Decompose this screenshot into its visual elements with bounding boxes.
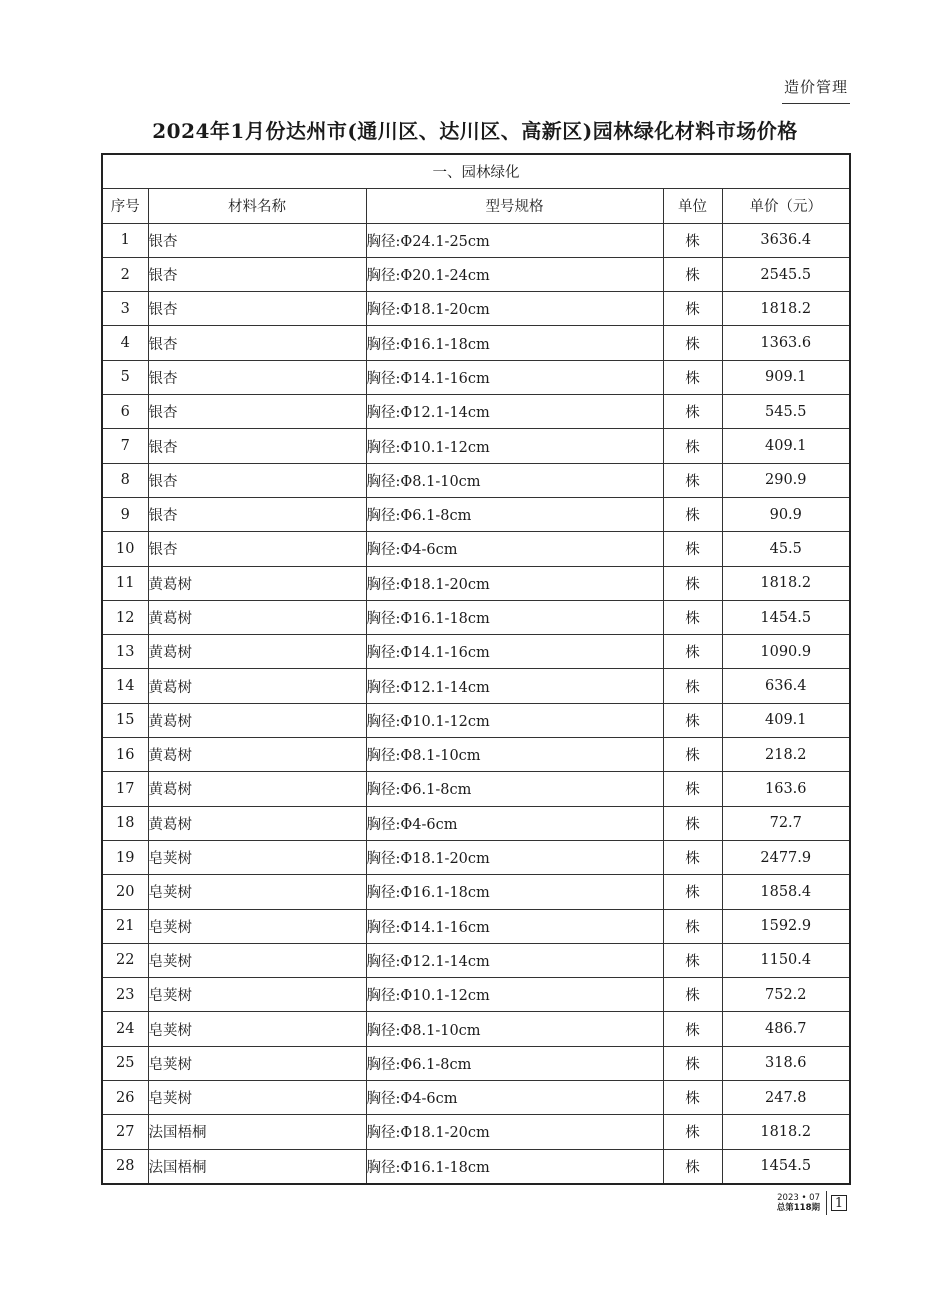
table-row: [102, 1081, 850, 1115]
spec-cell: 胸径:Φ8.1-10cm: [366, 463, 663, 497]
unit-cell: 株: [663, 463, 722, 497]
spec-cell: 胸径:Φ18.1-20cm: [366, 566, 663, 600]
row-number-cell: 13: [102, 635, 148, 669]
table-row: [102, 497, 850, 531]
unit-cell: 株: [663, 600, 722, 634]
spec-cell: 胸径:Φ14.1-16cm: [366, 360, 663, 394]
unit-cell: 株: [663, 1149, 722, 1184]
material-name-cell: 银杏: [148, 257, 366, 291]
unit-cell: 株: [663, 1012, 722, 1046]
spec-cell: 胸径:Φ4-6cm: [366, 532, 663, 566]
column-header-name: 材料名称: [148, 189, 366, 223]
row-number-cell: 5: [102, 360, 148, 394]
table-row: [102, 738, 850, 772]
unit-cell: 株: [663, 257, 722, 291]
unit-cell: 株: [663, 840, 722, 874]
unit-price-cell: 90.9: [722, 497, 850, 531]
table-row: [102, 635, 850, 669]
material-name-cell: 皂荚树: [148, 943, 366, 977]
spec-cell: 胸径:Φ4-6cm: [366, 1081, 663, 1115]
unit-price-cell: 1818.2: [722, 566, 850, 600]
spec-cell: 胸径:Φ18.1-20cm: [366, 1115, 663, 1149]
unit-price-cell: 2477.9: [722, 840, 850, 874]
spec-cell: 胸径:Φ18.1-20cm: [366, 292, 663, 326]
material-name-cell: 银杏: [148, 360, 366, 394]
table-row: [102, 875, 850, 909]
material-name-cell: 皂荚树: [148, 875, 366, 909]
unit-price-cell: 409.1: [722, 429, 850, 463]
unit-cell: 株: [663, 909, 722, 943]
spec-cell: 胸径:Φ12.1-14cm: [366, 669, 663, 703]
material-name-cell: 黄葛树: [148, 738, 366, 772]
table-row: [102, 600, 850, 634]
unit-cell: 株: [663, 772, 722, 806]
material-name-cell: 银杏: [148, 395, 366, 429]
material-name-cell: 黄葛树: [148, 806, 366, 840]
spec-cell: 胸径:Φ6.1-8cm: [366, 772, 663, 806]
unit-cell: 株: [663, 806, 722, 840]
material-name-cell: 法国梧桐: [148, 1149, 366, 1184]
section-label: 造价管理: [782, 76, 850, 104]
table-row: [102, 566, 850, 600]
unit-price-cell: 163.6: [722, 772, 850, 806]
unit-cell: 株: [663, 635, 722, 669]
row-number-cell: 7: [102, 429, 148, 463]
row-number-cell: 6: [102, 395, 148, 429]
material-name-cell: 银杏: [148, 463, 366, 497]
row-number-cell: 4: [102, 326, 148, 360]
spec-cell: 胸径:Φ18.1-20cm: [366, 840, 663, 874]
spec-cell: 胸径:Φ4-6cm: [366, 806, 663, 840]
unit-price-cell: 45.5: [722, 532, 850, 566]
spec-cell: 胸径:Φ16.1-18cm: [366, 326, 663, 360]
unit-price-cell: 1363.6: [722, 326, 850, 360]
page-number: 1: [831, 1195, 847, 1211]
spec-cell: 胸径:Φ14.1-16cm: [366, 635, 663, 669]
row-number-cell: 11: [102, 566, 148, 600]
unit-price-cell: 409.1: [722, 703, 850, 737]
row-number-cell: 23: [102, 978, 148, 1012]
unit-price-cell: 1454.5: [722, 600, 850, 634]
unit-price-cell: 1818.2: [722, 1115, 850, 1149]
column-header-unit: 单位: [663, 189, 722, 223]
spec-cell: 胸径:Φ6.1-8cm: [366, 497, 663, 531]
table-row: [102, 360, 850, 394]
issue-date: 2023 • 07: [777, 1193, 820, 1203]
table-row: [102, 840, 850, 874]
table-row: [102, 978, 850, 1012]
row-number-cell: 9: [102, 497, 148, 531]
material-name-cell: 皂荚树: [148, 909, 366, 943]
row-number-cell: 28: [102, 1149, 148, 1184]
spec-cell: 胸径:Φ24.1-25cm: [366, 223, 663, 257]
row-number-cell: 14: [102, 669, 148, 703]
row-number-cell: 26: [102, 1081, 148, 1115]
unit-price-cell: 1150.4: [722, 943, 850, 977]
material-name-cell: 银杏: [148, 497, 366, 531]
spec-cell: 胸径:Φ16.1-18cm: [366, 875, 663, 909]
row-number-cell: 20: [102, 875, 148, 909]
column-header-price: 单价（元）: [722, 189, 850, 223]
table-body: [102, 223, 850, 1184]
spec-cell: 胸径:Φ8.1-10cm: [366, 1012, 663, 1046]
unit-cell: 株: [663, 978, 722, 1012]
row-number-cell: 19: [102, 840, 148, 874]
spec-cell: 胸径:Φ10.1-12cm: [366, 978, 663, 1012]
unit-cell: 株: [663, 326, 722, 360]
row-number-cell: 3: [102, 292, 148, 326]
table-row: [102, 1012, 850, 1046]
unit-price-cell: 752.2: [722, 978, 850, 1012]
unit-cell: 株: [663, 943, 722, 977]
material-name-cell: 银杏: [148, 326, 366, 360]
unit-price-cell: 318.6: [722, 1046, 850, 1080]
row-number-cell: 12: [102, 600, 148, 634]
table-row: [102, 1115, 850, 1149]
unit-price-cell: 1592.9: [722, 909, 850, 943]
material-name-cell: 银杏: [148, 292, 366, 326]
unit-cell: 株: [663, 360, 722, 394]
table-row: [102, 1046, 850, 1080]
material-name-cell: 黄葛树: [148, 669, 366, 703]
spec-cell: 胸径:Φ12.1-14cm: [366, 943, 663, 977]
spec-cell: 胸径:Φ16.1-18cm: [366, 1149, 663, 1184]
price-table: [101, 153, 851, 1185]
table-row: [102, 806, 850, 840]
row-number-cell: 16: [102, 738, 148, 772]
material-name-cell: 皂荚树: [148, 1081, 366, 1115]
unit-price-cell: 545.5: [722, 395, 850, 429]
row-number-cell: 18: [102, 806, 148, 840]
footer-divider: [826, 1191, 827, 1215]
table-row: [102, 223, 850, 257]
unit-cell: 株: [663, 1046, 722, 1080]
unit-price-cell: 1090.9: [722, 635, 850, 669]
table-row: [102, 257, 850, 291]
row-number-cell: 10: [102, 532, 148, 566]
material-name-cell: 银杏: [148, 429, 366, 463]
unit-cell: 株: [663, 1081, 722, 1115]
material-name-cell: 法国梧桐: [148, 1115, 366, 1149]
unit-price-cell: 2545.5: [722, 257, 850, 291]
row-number-cell: 27: [102, 1115, 148, 1149]
unit-cell: 株: [663, 395, 722, 429]
row-number-cell: 21: [102, 909, 148, 943]
table-row: [102, 909, 850, 943]
table-row: [102, 395, 850, 429]
unit-price-cell: 290.9: [722, 463, 850, 497]
unit-price-cell: 1818.2: [722, 292, 850, 326]
material-name-cell: 皂荚树: [148, 840, 366, 874]
row-number-cell: 25: [102, 1046, 148, 1080]
section-heading: 一、园林绿化: [102, 154, 850, 189]
unit-price-cell: 72.7: [722, 806, 850, 840]
material-name-cell: 皂荚树: [148, 1012, 366, 1046]
spec-cell: 胸径:Φ14.1-16cm: [366, 909, 663, 943]
column-header-spec: 型号规格: [366, 189, 663, 223]
material-name-cell: 黄葛树: [148, 635, 366, 669]
row-number-cell: 1: [102, 223, 148, 257]
unit-price-cell: 218.2: [722, 738, 850, 772]
unit-cell: 株: [663, 875, 722, 909]
unit-cell: 株: [663, 223, 722, 257]
table-row: [102, 669, 850, 703]
unit-cell: 株: [663, 738, 722, 772]
row-number-cell: 2: [102, 257, 148, 291]
material-name-cell: 皂荚树: [148, 978, 366, 1012]
issue-info: [760, 1193, 820, 1213]
material-name-cell: 银杏: [148, 532, 366, 566]
row-number-cell: 17: [102, 772, 148, 806]
material-name-cell: 黄葛树: [148, 566, 366, 600]
spec-cell: 胸径:Φ16.1-18cm: [366, 600, 663, 634]
material-name-cell: 皂荚树: [148, 1046, 366, 1080]
total-issue: 总第118期: [776, 1203, 820, 1213]
table-row: [102, 1149, 850, 1184]
unit-cell: 株: [663, 497, 722, 531]
table-row: [102, 532, 850, 566]
unit-price-cell: 1858.4: [722, 875, 850, 909]
table-row: [102, 292, 850, 326]
unit-price-cell: 636.4: [722, 669, 850, 703]
row-number-cell: 24: [102, 1012, 148, 1046]
row-number-cell: 8: [102, 463, 148, 497]
table-row: [102, 463, 850, 497]
material-name-cell: 黄葛树: [148, 703, 366, 737]
material-name-cell: 黄葛树: [148, 772, 366, 806]
spec-cell: 胸径:Φ10.1-12cm: [366, 703, 663, 737]
page-title: 2024年1月份达州市(通川区、达川区、高新区)园林绿化材料市场价格: [152, 119, 798, 143]
material-name-cell: 银杏: [148, 223, 366, 257]
table-row: [102, 703, 850, 737]
spec-cell: 胸径:Φ12.1-14cm: [366, 395, 663, 429]
material-name-cell: 黄葛树: [148, 600, 366, 634]
column-header-no: 序号: [102, 189, 148, 223]
unit-price-cell: 1454.5: [722, 1149, 850, 1184]
row-number-cell: 22: [102, 943, 148, 977]
row-number-cell: 15: [102, 703, 148, 737]
spec-cell: 胸径:Φ20.1-24cm: [366, 257, 663, 291]
unit-cell: 株: [663, 429, 722, 463]
table-row: [102, 326, 850, 360]
spec-cell: 胸径:Φ6.1-8cm: [366, 1046, 663, 1080]
unit-price-cell: 247.8: [722, 1081, 850, 1115]
unit-cell: 株: [663, 566, 722, 600]
unit-cell: 株: [663, 1115, 722, 1149]
table-row: [102, 429, 850, 463]
unit-cell: 株: [663, 292, 722, 326]
unit-cell: 株: [663, 532, 722, 566]
spec-cell: 胸径:Φ10.1-12cm: [366, 429, 663, 463]
section-heading-row: [102, 154, 850, 189]
unit-cell: 株: [663, 669, 722, 703]
table-row: [102, 772, 850, 806]
table-header-row: [102, 189, 850, 223]
unit-cell: 株: [663, 703, 722, 737]
table-row: [102, 943, 850, 977]
unit-price-cell: 909.1: [722, 360, 850, 394]
spec-cell: 胸径:Φ8.1-10cm: [366, 738, 663, 772]
unit-price-cell: 3636.4: [722, 223, 850, 257]
unit-price-cell: 486.7: [722, 1012, 850, 1046]
